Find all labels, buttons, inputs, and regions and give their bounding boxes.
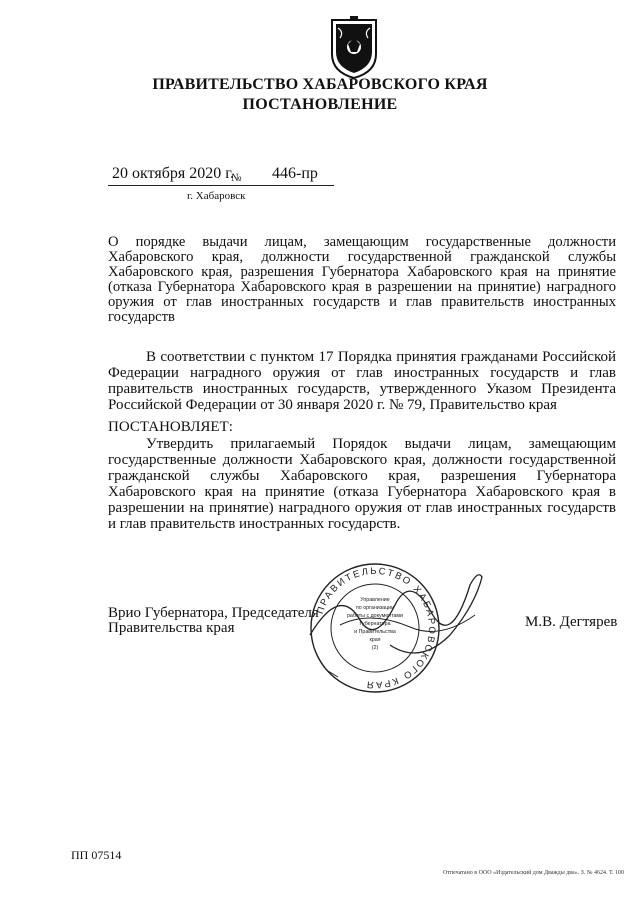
document-date: 20 октября 2020 г. [112, 165, 234, 182]
government-title: ПРАВИТЕЛЬСТВО ХАБАРОВСКОГО КРАЯ [152, 76, 488, 93]
printer-imprint: Отпечатано в ООО «Издательский дом Дважды два». З. № 4624. Т. 100 [443, 870, 625, 876]
number-sign: № [231, 172, 242, 184]
khabarovsk-coat-of-arms-icon [326, 14, 382, 80]
decision-paragraph: Утвердить прилагаемый Порядок выдачи лицам, замещающим государственные должности Хабаровского края, должности государственной гражданской службы Хабаровского края, разрешения Губернатора Хабаровского края на принятие (отказа Губернатора Хабаровского края в разрешении на принятие) наградного оружия от глав иностранных государств и глав правительств иностранных государств. [108, 436, 616, 532]
document-code: ПП 07514 [71, 848, 122, 862]
document-number: 446-пр [272, 165, 318, 182]
document-type: ПОСТАНОВЛЕНИЕ [242, 96, 398, 113]
svg-text:Управление: Управление [360, 597, 390, 603]
signatory-name: М.В. Дегтярев [525, 614, 618, 630]
svg-text:по организации: по организации [355, 605, 395, 611]
svg-text:края: края [369, 637, 381, 643]
svg-text:работы с документами: работы с документами [346, 613, 404, 619]
svg-text:(2): (2) [371, 645, 379, 651]
svg-text:Губернатора: Губернатора [359, 621, 391, 627]
document-subject: О порядке выдачи лицам, замещающим государственные должности Хабаровского края, должности государственной гражданской службы Хабаровского края, разрешения Губернатора Хабаровского края на принятие (отказа Губернатора Хабаровского края в разрешении на принятие) наградного оружия от глав иностранных государств и глав правительств иностранных государств [108, 234, 616, 325]
decree-word: ПОСТАНОВЛЯЕТ: [108, 419, 233, 435]
stamp-ring-text: ПРАВИТЕЛЬСТВО ХАБАРОВСКОГО КРАЯ [314, 565, 438, 691]
document-city: г. Хабаровск [187, 190, 246, 202]
svg-text:и Правительства: и Правительства [354, 629, 396, 635]
signatory-position: Врио Губернатора, Председателя Правительства края [108, 605, 319, 636]
handwritten-signature [300, 565, 490, 675]
preamble-paragraph: В соответствии с пунктом 17 Порядка принятия гражданами Российской Федерации наградного оружия от глав иностранных государств и глав правительств иностранных государств, утвержденного Указом Президента Российской Федерации от 30 января 2020 г. № 79, Правительство края [108, 349, 616, 413]
registration-underline [108, 185, 334, 186]
